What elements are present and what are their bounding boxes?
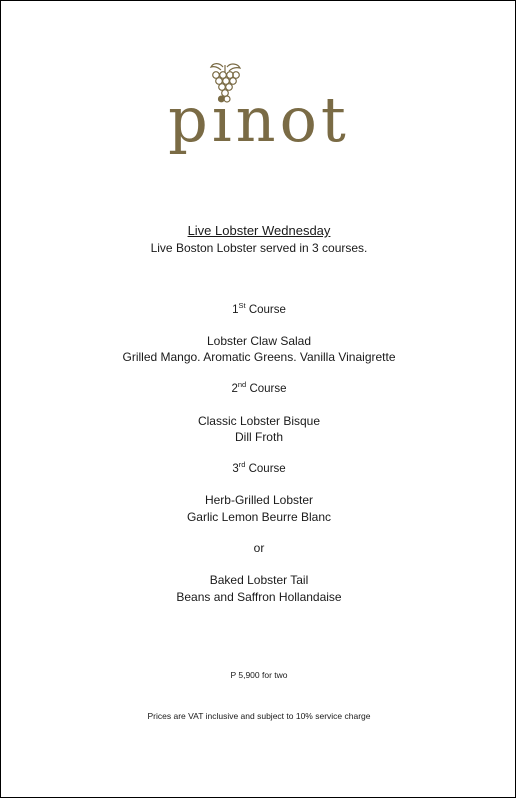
price-text: P 5,900 for two bbox=[230, 670, 288, 680]
dish-description: Dill Froth bbox=[234, 430, 283, 444]
service-charge-note: Prices are VAT inclusive and subject to 10% service charge bbox=[147, 711, 371, 721]
course-heading-1: 1St Course bbox=[232, 301, 286, 316]
dish-description: Grilled Mango. Aromatic Greens. Vanilla Vinaigrette bbox=[122, 350, 396, 364]
brand-name: pinot bbox=[168, 83, 350, 156]
course-heading-3: 3rd Course bbox=[232, 460, 286, 475]
dish-name: Lobster Claw Salad bbox=[206, 334, 312, 348]
dish-name: Classic Lobster Bisque bbox=[197, 414, 321, 428]
course-heading-2: 2nd Course bbox=[231, 380, 287, 395]
menu-title: Live Lobster Wednesday bbox=[187, 223, 331, 238]
brand-logo bbox=[1, 61, 517, 171]
dish-description: Garlic Lemon Beurre Blanc bbox=[186, 510, 332, 524]
dish-description: Beans and Saffron Hollandaise bbox=[176, 590, 342, 604]
or-separator: or bbox=[253, 541, 265, 555]
dish-name: Baked Lobster Tail bbox=[209, 573, 309, 587]
menu-subtitle: Live Boston Lobster served in 3 courses. bbox=[150, 241, 368, 255]
dish-name: Herb-Grilled Lobster bbox=[204, 493, 314, 507]
